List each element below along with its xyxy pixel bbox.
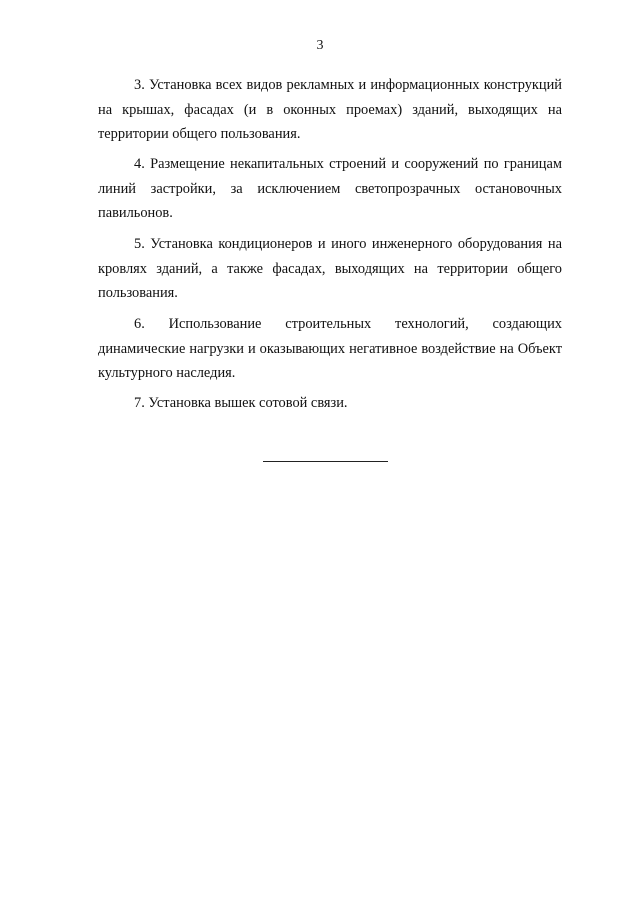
list-item: 7. Установка вышек сотовой связи.	[134, 395, 348, 411]
list-item: 3. Установка всех видов рекламных и информационных конструкций на крышах, фасадах (и в оконных проемах) зданий, выходящих на территории общего пользования.	[98, 77, 562, 142]
list-item-word: строительных	[285, 316, 372, 332]
list-item-continuation: динамические нагрузки и оказывающих негативное воздействие на Объект культурного наследия.	[98, 340, 562, 381]
list-item-first-line	[98, 312, 562, 337]
list-item-word: создающих	[492, 316, 562, 332]
page-number: 3	[316, 38, 324, 53]
list-item: 4. Размещение некапитальных строений и сооружений по границам линий застройки, за исключением светопрозрачных остановочных павильонов.	[98, 156, 562, 221]
list-item-word: технологий,	[395, 316, 469, 332]
list-item: 5. Установка кондиционеров и иного инженерного оборудования на кровлях зданий, а также фасадах, выходящих на территории общего пользования.	[98, 236, 562, 301]
list-item	[98, 312, 562, 386]
end-of-text-rule	[263, 461, 388, 462]
list-item-word: Использование	[168, 316, 262, 332]
list-item-word: 6.	[134, 316, 145, 332]
